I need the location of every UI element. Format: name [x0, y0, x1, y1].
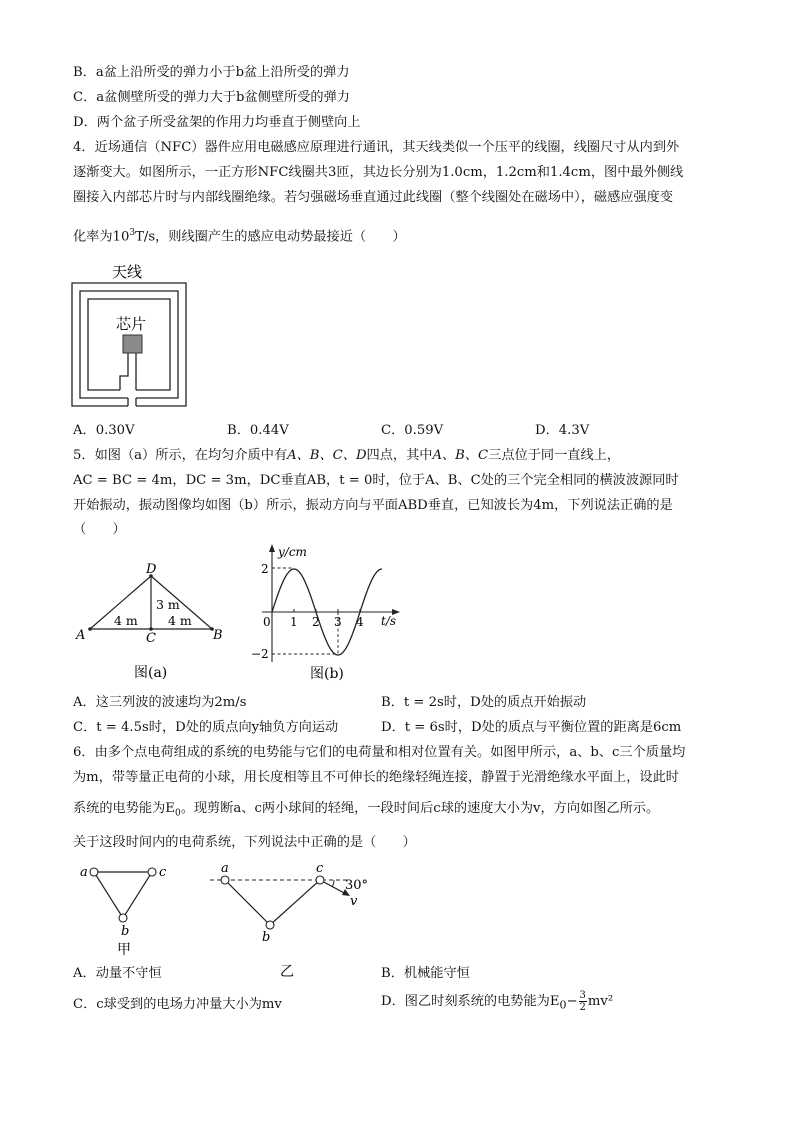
point-c-label: C	[146, 631, 156, 646]
q6-option-d: D．图乙时刻系统的电势能为$E_0-$ $\frac{3}{2}$ mv²	[381, 990, 614, 1013]
q6-stem-line2: 为m，带等量正电荷的小球，用长度相等且不可伸长的绝缘轻绳连接，静置于光滑绝缘水平面上，设此时	[73, 770, 679, 785]
q6-stem-line1: 6．由多个点电荷组成的系统的电势能与它们的电荷量和相对位置有关。如图甲所示，a、b、c三个质量均	[73, 745, 686, 760]
x-tick-label: 4	[356, 615, 364, 629]
q6-option-b: B．机械能守恒	[381, 966, 470, 981]
point-a-label: A	[76, 628, 86, 643]
nfc-coil-figure	[66, 258, 196, 413]
figure-yi	[200, 858, 380, 988]
q6-option-a: A．动量不守恒	[73, 966, 162, 981]
q4-stem-line3: 圈接入内部芯片时与内部线圈绝缘。若匀强磁场垂直通过此线圈（整个线圈处在磁场中），磁感应强度变	[73, 190, 674, 205]
q4-option-d: D．4.3V	[535, 423, 590, 438]
q4-stem-line2: 逐渐变大。如图所示，一正方形NFC线圈共3匝，其边长分别为1.0cm，1.2cm和1.4cm，图中最外侧线	[73, 165, 684, 180]
q4-option-b: B．0.44V	[227, 423, 289, 438]
chip-square	[123, 335, 142, 353]
x-tick-label: 0	[263, 615, 271, 629]
svg-text:a: a	[221, 861, 229, 876]
figure-jia-caption: 甲	[117, 942, 131, 958]
figure-a-caption: 图(a)	[134, 665, 168, 681]
point-b-label: B	[213, 628, 223, 643]
q5-option-d: D．t = 6s时，D处的质点与平衡位置的距离是6cm	[381, 720, 682, 735]
svg-text:b: b	[262, 930, 271, 945]
svg-text:c: c	[159, 865, 167, 880]
y-tick-min: −2	[251, 647, 269, 661]
q5-stem-line3: 开始振动，振动图像均如图（b）所示，振动方向与平面ABD垂直，已知波长为4m，下列说法正确的是	[73, 498, 673, 513]
q6-stem-line4: 关于这段时间内的电荷系统，下列说法中正确的是（ ）	[73, 835, 416, 850]
x-tick-label: 2	[312, 615, 320, 629]
q4-option-a: A．0.30V	[73, 423, 135, 438]
q5-option-b: B．t = 2s时，D处的质点开始振动	[381, 695, 587, 710]
q4-option-c: C．0.59V	[381, 423, 444, 438]
q5-stem-line2: AC = BC = 4m，DC = 3m，DC垂直AB，t = 0时，位于A、B、C处的三个完全相同的横波波源同时	[73, 473, 679, 488]
y-tick-max: 2	[261, 562, 269, 576]
figure-jia	[74, 860, 184, 960]
q5-stem-line4: （ ）	[73, 522, 126, 537]
figure-b-graph	[248, 540, 408, 688]
chip-label: 芯片	[116, 315, 147, 333]
figure-yi-caption: 乙	[280, 964, 294, 980]
len-ac-label: 4 m	[114, 613, 138, 628]
q3-option-c: C．a盆侧壁所受的弹力大于b盆侧壁所受的弹力	[73, 90, 350, 105]
q6-option-c: C．c球受到的电场力冲量大小为mv	[73, 997, 282, 1012]
y-axis-label: y/cm	[278, 545, 307, 559]
velocity-label: v	[350, 894, 358, 909]
q4-stem-line4: 化率为$10^3T/s$，则线圈产生的感应电动势最接近（ ）	[73, 228, 406, 245]
figure-b-caption: 图(b)	[310, 666, 344, 682]
q6-stem-line3: 系统的电势能为$E_0$。现剪断a、c两小球间的轻绳，一段时间后c球的速度大小为v，方向如图乙所示。	[73, 801, 660, 819]
x-tick-label: 1	[290, 615, 298, 629]
point-d-label: D	[146, 562, 157, 577]
q4-stem-line1: 4．近场通信（NFC）器件应用电磁感应原理进行通讯，其天线类似一个压平的线圈，线圈尺寸从内到外	[73, 140, 680, 155]
svg-text:b: b	[121, 924, 130, 939]
fraction-three-halves: $\frac{3}{2}$	[579, 990, 586, 1013]
svg-text:a: a	[80, 865, 88, 880]
q5-stem-line1: 5．如图（a）所示，在均匀介质中有A、B、C、D四点，其中A、B、C三点位于同一直线上，	[73, 448, 621, 463]
antenna-label: 天线	[112, 263, 143, 281]
q5-option-c: C．t = 4.5s时，D处的质点向y轴负方向运动	[73, 720, 339, 735]
q5-option-a: A．这三列波的波速均为2m/s	[73, 695, 247, 710]
svg-text:c: c	[316, 861, 324, 876]
len-bc-label: 4 m	[168, 613, 192, 628]
x-axis-label: t/s	[381, 614, 397, 628]
q3-option-d: D．两个盆子所受盆架的作用力均垂直于侧壁向上	[73, 115, 361, 130]
figure-a-triangle	[70, 562, 230, 687]
angle-label: 30°	[345, 878, 369, 893]
q3-option-b: B．a盆上沿所受的弹力小于b盆上沿所受的弹力	[73, 65, 350, 80]
x-tick-label: 3	[334, 615, 342, 629]
len-dc-label: 3 m	[156, 597, 180, 612]
